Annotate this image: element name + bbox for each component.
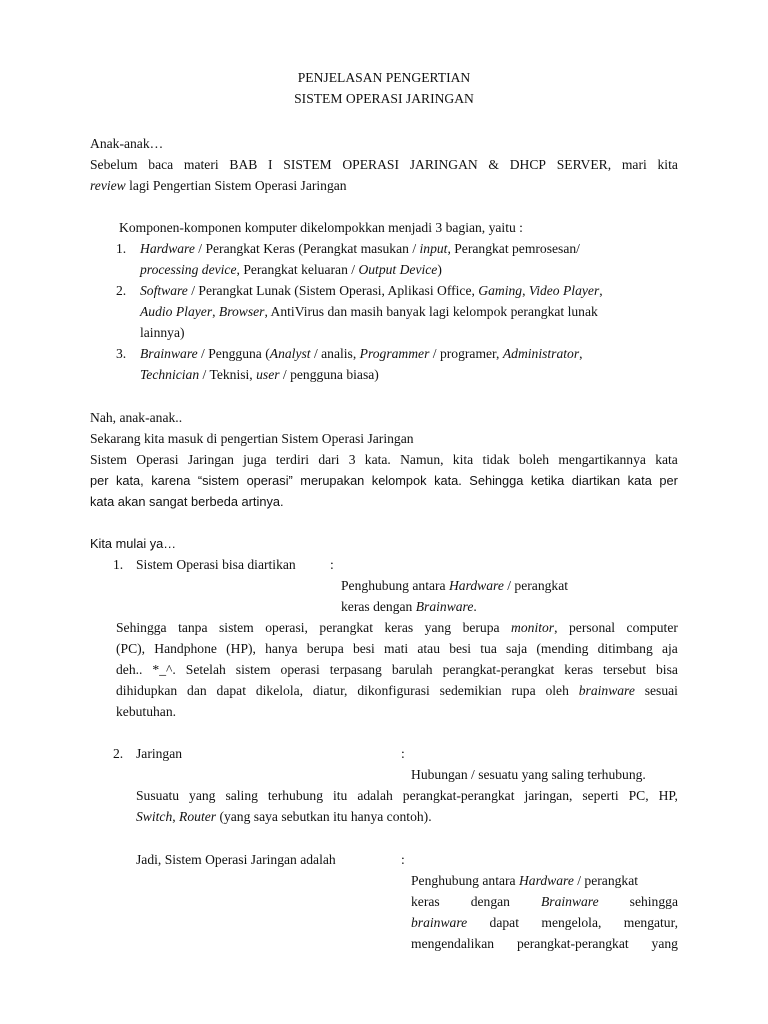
justified-word: DHCP — [509, 157, 546, 172]
justified-word: yang — [651, 936, 678, 951]
justified-word: dengan — [470, 894, 510, 909]
def1-para-5: kebutuhan. — [116, 704, 177, 719]
justified-word: BAB — [229, 157, 258, 172]
justified-word: JARINGAN — [409, 157, 478, 172]
def2-para-1 — [136, 787, 678, 805]
justified-word: HP, — [658, 788, 678, 803]
justified-word: perangkat-perangkat — [516, 936, 629, 951]
justified-word: jaringan, — [524, 788, 573, 803]
jadi-line-3-text: brainware — [411, 915, 468, 930]
justified-word: kata — [655, 452, 678, 467]
justified-word: bisa — [656, 662, 678, 677]
justified-word: terhubung — [267, 788, 324, 803]
def1-para-3 — [116, 661, 678, 679]
justified-word: merupakan — [300, 473, 365, 488]
justified-word: I — [268, 157, 273, 172]
intro-line-1-text: Sebelum — [90, 157, 138, 172]
def2-meaning: Hubungan / sesuatu yang saling terhubung. — [411, 767, 646, 782]
justified-word: sistem — [235, 662, 271, 677]
komponen-item-2-num: 2. — [116, 283, 127, 298]
justified-word: operasi — [280, 662, 320, 677]
justified-word: oleh — [545, 683, 569, 698]
def2-num: 2. — [113, 746, 124, 761]
jadi-term: Jadi, Sistem Operasi Jaringan adalah — [136, 852, 336, 867]
nah-line-3 — [90, 451, 678, 469]
justified-word: Operasi — [136, 452, 179, 467]
justified-word: per — [659, 473, 678, 488]
justified-word: keras — [384, 620, 414, 635]
justified-word: monitor, — [511, 620, 558, 635]
justified-word: besi — [449, 641, 472, 656]
nah-line-1: Nah, anak-anak.. — [90, 410, 183, 425]
komponen-item-2-line-1: Software / Perangkat Lunak (Sistem Operasi, Aplikasi Office, Gaming, Video Player, — [140, 283, 603, 298]
def1-meaning-2: keras dengan Brainware. — [341, 599, 477, 614]
justified-word: PC, — [628, 788, 649, 803]
title-line-1: PENJELASAN PENGERTIAN — [297, 70, 471, 85]
justified-word: dikonfigurasi — [357, 683, 430, 698]
justified-word: besi — [352, 641, 375, 656]
mulai-lead: Kita mulai ya… — [90, 536, 177, 551]
justified-word: mengatur, — [623, 915, 678, 930]
justified-word: boleh — [518, 452, 550, 467]
def1-para-3-text: deh.. — [116, 662, 143, 677]
justified-word: diatur, — [312, 683, 348, 698]
justified-word: kita — [452, 452, 474, 467]
justified-word: mati — [384, 641, 409, 656]
def2-term: Jaringan — [136, 746, 183, 761]
justified-word: materi — [183, 157, 219, 172]
justified-word: saling — [225, 788, 258, 803]
justified-word: (mending — [536, 641, 589, 656]
intro-line-1 — [90, 156, 678, 174]
justified-word: Sehingga — [469, 473, 524, 488]
justified-word: Setelah — [185, 662, 226, 677]
justified-word: yang — [424, 620, 452, 635]
justified-word: ditimbang — [597, 641, 653, 656]
justified-word: perangkat-perangkat — [442, 662, 555, 677]
justified-word: mengartikannya — [558, 452, 646, 467]
justified-word: computer — [626, 620, 678, 635]
justified-word: rupa — [511, 683, 536, 698]
justified-word: OPERASI — [342, 157, 400, 172]
justified-word: kita — [657, 157, 678, 172]
justified-word: “sistem — [197, 473, 240, 488]
justified-word: Brainware — [540, 894, 599, 909]
justified-word: & — [488, 157, 499, 172]
justified-word: karena — [151, 473, 191, 488]
justified-word: operasi, — [265, 620, 308, 635]
justified-word: kata. — [434, 473, 462, 488]
jadi-colon: : — [401, 852, 405, 867]
justified-word: terdiri — [275, 452, 310, 467]
justified-word: Jaringan — [187, 452, 234, 467]
nah-line-2: Sekarang kita masuk di pengertian Sistem Operasi Jaringan — [90, 431, 414, 446]
justified-word: ketika — [530, 473, 565, 488]
def1-para-4 — [116, 682, 678, 700]
komponen-item-1-num: 1. — [116, 241, 127, 256]
komponen-item-3-line-1: Brainware / Pengguna (Analyst / analis, Programmer / programer, Administrator, — [140, 346, 583, 361]
justified-word: *_^. — [152, 662, 176, 677]
justified-word: perangkat-perangkat — [402, 788, 515, 803]
justified-word: tersebut — [602, 662, 647, 677]
jadi-line-2 — [411, 893, 678, 911]
def2-para-1-text: Susuatu — [136, 788, 180, 803]
greeting: Anak-anak… — [90, 136, 164, 151]
nah-line-4-text: per — [90, 473, 109, 488]
justified-word: keras — [564, 662, 593, 677]
justified-word: aja — [661, 641, 678, 656]
def1-meaning-1: Penghubung antara Hardware / perangkat — [341, 578, 569, 593]
justified-word: juga — [243, 452, 267, 467]
justified-word: diartikan — [571, 473, 621, 488]
justified-word: terpasang — [329, 662, 382, 677]
justified-word: sedemikian — [439, 683, 502, 698]
komponen-item-3-line-2: Technician / Teknisi, user / pengguna biasa) — [140, 367, 379, 382]
intro-review-word: review — [90, 178, 126, 193]
jadi-line-1: Penghubung antara Hardware / perangkat — [411, 873, 639, 888]
def1-para-4-text: dihidupkan — [116, 683, 178, 698]
def1-para-1-text: Sehingga — [116, 620, 167, 635]
justified-word: personal — [569, 620, 616, 635]
komponen-item-1-line-1: Hardware / Perangkat Keras (Perangkat masukan / input, Perangkat pemrosesan/ — [140, 241, 580, 256]
justified-word: mari — [621, 157, 647, 172]
komponen-item-1-line-2: processing device, Perangkat keluaran / Output Device) — [140, 262, 442, 277]
justified-word: tanpa — [178, 620, 208, 635]
justified-word: dapat — [489, 915, 519, 930]
justified-word: Handphone — [154, 641, 217, 656]
jadi-line-3 — [411, 914, 678, 932]
justified-word: sistem — [219, 620, 254, 635]
justified-word: mengelola, — [541, 915, 602, 930]
def1-para-1 — [116, 619, 678, 637]
komponen-lead: Komponen-komponen komputer dikelompokkan menjadi 3 bagian, yaitu : — [119, 220, 523, 235]
nah-line-3-text: Sistem — [90, 452, 128, 467]
def1-para-2 — [116, 640, 678, 658]
justified-word: dari — [318, 452, 340, 467]
justified-word: dan — [187, 683, 207, 698]
justified-word: SERVER, — [556, 157, 612, 172]
justified-word: kata, — [115, 473, 144, 488]
justified-word: seperti — [582, 788, 619, 803]
justified-word: perangkat — [319, 620, 373, 635]
nah-line-4 — [90, 472, 678, 490]
def1-num: 1. — [113, 557, 124, 572]
justified-word: yang — [189, 788, 216, 803]
def2-colon: : — [401, 746, 405, 761]
justified-word: kelompok — [371, 473, 427, 488]
justified-word: operasi” — [246, 473, 293, 488]
justified-word: barulah — [391, 662, 433, 677]
justified-word: Namun, — [400, 452, 444, 467]
def1-colon: : — [330, 557, 334, 572]
justified-word: tua — [480, 641, 497, 656]
justified-word: berupa — [462, 620, 500, 635]
justified-word: saja — [506, 641, 528, 656]
justified-word: hanya — [265, 641, 298, 656]
def2-para-2: Switch, Router (yang saya sebutkan itu hanya contoh). — [136, 809, 432, 824]
komponen-item-3-num: 3. — [116, 346, 127, 361]
justified-word: SISTEM — [283, 157, 332, 172]
komponen-item-2-line-3: lainnya) — [140, 325, 185, 340]
jadi-line-4 — [411, 935, 678, 953]
title-line-2: SISTEM OPERASI JARINGAN — [294, 91, 474, 106]
justified-word: kata — [627, 473, 652, 488]
justified-word: adalah — [357, 788, 393, 803]
intro-line-2 — [90, 177, 347, 195]
justified-word: (HP), — [226, 641, 256, 656]
justified-word: dapat — [216, 683, 246, 698]
def1-term: Sistem Operasi bisa diartikan — [136, 557, 296, 572]
jadi-line-2-text: keras — [411, 894, 440, 909]
justified-word: brainware — [578, 683, 635, 698]
justified-word: itu — [332, 788, 348, 803]
justified-word: kata. — [364, 452, 391, 467]
justified-word: baca — [148, 157, 174, 172]
justified-word: sehingga — [629, 894, 678, 909]
justified-word: dikelola, — [255, 683, 304, 698]
komponen-item-2-line-2: Audio Player, Browser, AntiVirus dan masih banyak lagi kelompok perangkat lunak — [140, 304, 598, 319]
jadi-line-4-text: mengendalikan — [411, 936, 495, 951]
justified-word: atau — [417, 641, 441, 656]
intro-line-2-rest: lagi Pengertian Sistem Operasi Jaringan — [125, 178, 347, 193]
nah-line-5: kata akan sangat berbeda artinya. — [90, 494, 284, 509]
justified-word: sesuai — [644, 683, 678, 698]
justified-word: tidak — [482, 452, 510, 467]
justified-word: berupa — [306, 641, 344, 656]
justified-word: 3 — [348, 452, 356, 467]
def1-para-2-text: (PC), — [116, 641, 146, 656]
